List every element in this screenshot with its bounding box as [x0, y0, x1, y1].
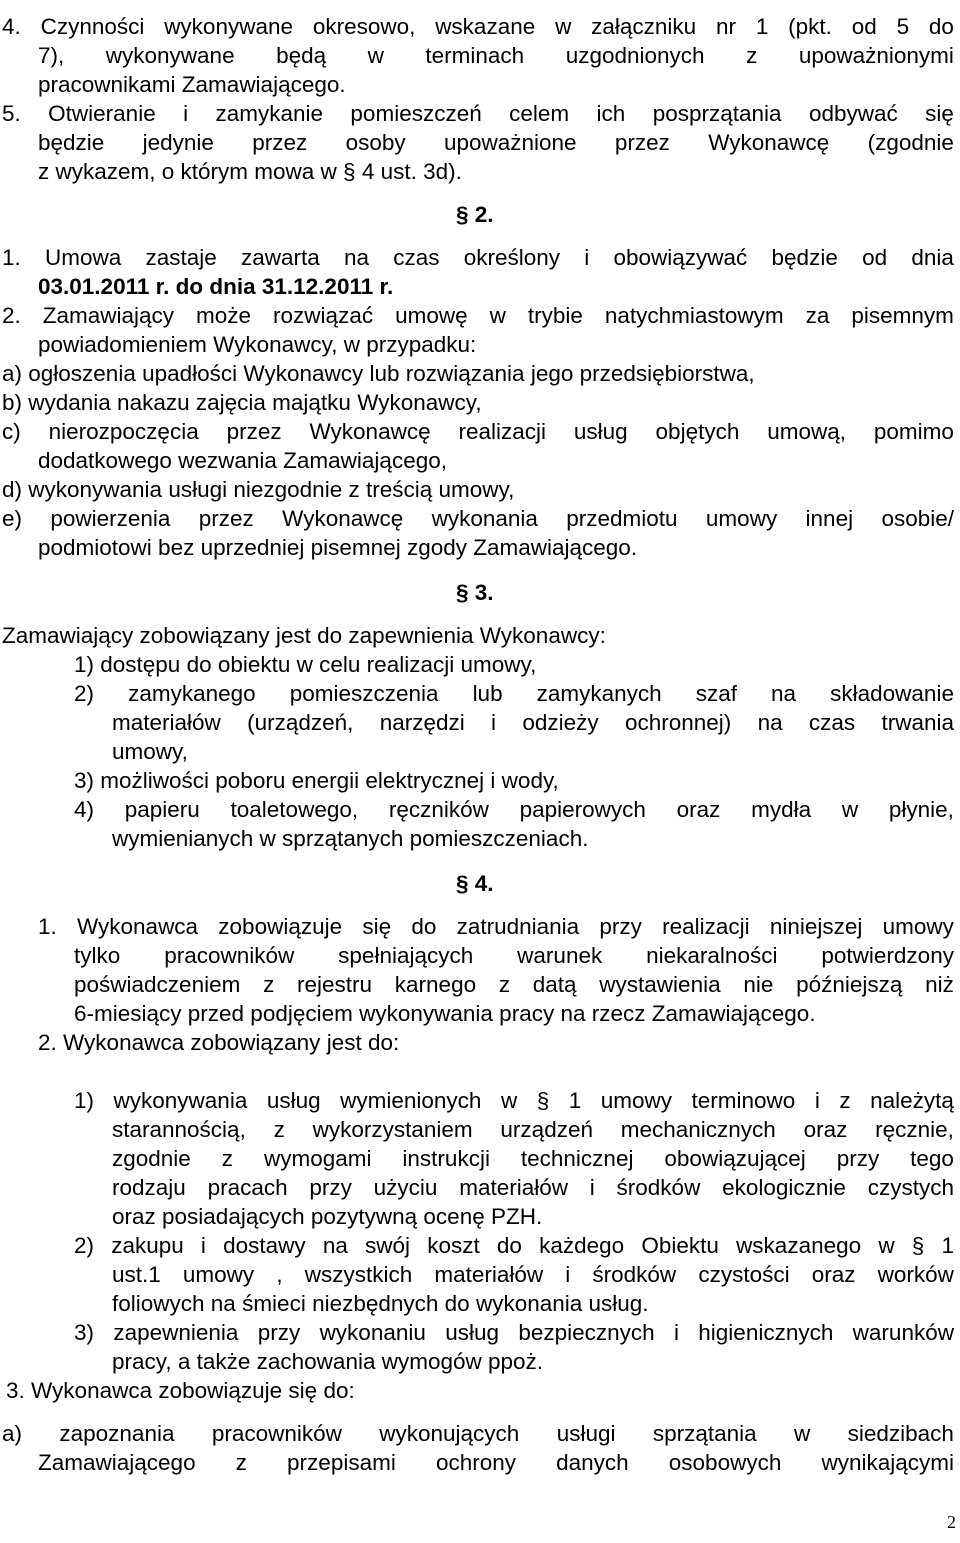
text-line: 3) możliwości poboru energii elektrycznej i wody, [74, 768, 559, 793]
text-line: 2) zamykanego pomieszczenia lub zamykanych szaf na składowanie [74, 681, 954, 706]
text-line: a) ogłoszenia upadłości Wykonawcy lub rozwiązania jego przedsiębiorstwa, [2, 361, 755, 386]
section-heading: § 4. [456, 871, 494, 896]
text-line: starannością, z wykorzystaniem urządzeń mechanicznych oraz ręcznie, [112, 1117, 954, 1142]
text-line: foliowych na śmieci niezbędnych do wykonania usług. [112, 1291, 649, 1316]
text-line: będzie jedynie przez osoby upoważnione przez Wykonawcę (zgodnie [38, 130, 954, 155]
text-line: 2) zakupu i dostawy na swój koszt do każdego Obiektu wskazanego w § 1 [74, 1233, 954, 1258]
text-line: z wykazem, o którym mowa w § 4 ust. 3d). [38, 159, 462, 184]
text-line: Zamawiający zobowiązany jest do zapewnienia Wykonawcy: [2, 623, 606, 648]
text-line: 2. Zamawiający może rozwiązać umowę w trybie natychmiastowym za pisemnym [2, 303, 954, 328]
text-line: 4) papieru toaletowego, ręczników papierowych oraz mydła w płynie, [74, 797, 954, 822]
text-line: materiałów (urządzeń, narzędzi i odzieży ochronnej) na czas trwania [112, 710, 954, 735]
text-line: c) nierozpoczęcia przez Wykonawcę realizacji usług objętych umową, pomimo [2, 419, 954, 444]
text-line: 5. Otwieranie i zamykanie pomieszczeń celem ich posprzątania odbywać się [2, 101, 954, 126]
text-line: a) zapoznania pracowników wykonujących usługi sprzątania w siedzibach [2, 1421, 954, 1446]
text-line: 1) wykonywania usług wymienionych w § 1 umowy terminowo i z należytą [74, 1088, 954, 1113]
text-line: d) wykonywania usługi niezgodnie z treścią umowy, [2, 477, 515, 502]
section-heading: § 2. [456, 202, 494, 227]
text-line: zgodnie z wymogami instrukcji technicznej obowiązującej przy tego [112, 1146, 954, 1171]
text-line: pracy, a także zachowania wymogów ppoż. [112, 1349, 544, 1374]
text-line: b) wydania nakazu zajęcia majątku Wykonawcy, [2, 390, 482, 415]
text-line: ust.1 umowy , wszystkich materiałów i środków czystości oraz worków [112, 1262, 954, 1287]
text-line: 1) dostępu do obiektu w celu realizacji umowy, [74, 652, 537, 677]
text-line: 3) zapewnienia przy wykonaniu usług bezpiecznych i higienicznych warunków [74, 1320, 954, 1345]
text-line: 6-miesiący przed podjęciem wykonywania pracy na rzecz Zamawiającego. [74, 1001, 816, 1026]
text-line: oraz posiadających pozytywną ocenę PZH. [112, 1204, 543, 1229]
text-line: 1. Wykonawca zobowiązuje się do zatrudniania przy realizacji niniejszej umowy [38, 914, 954, 939]
text-line: e) powierzenia przez Wykonawcę wykonania przedmiotu umowy innej osobie/ [2, 506, 954, 531]
page-number: 2 [947, 1512, 956, 1532]
text-line: wymienianych w sprzątanych pomieszczeniach. [112, 826, 589, 851]
text-line: dodatkowego wezwania Zamawiającego, [38, 448, 447, 473]
text-line: powiadomieniem Wykonawcy, w przypadku: [38, 332, 477, 357]
text-line: 4. Czynności wykonywane okresowo, wskazane w załączniku nr 1 (pkt. od 5 do [2, 14, 954, 39]
text-line: pracownikami Zamawiającego. [38, 72, 346, 97]
text-line: 2. Wykonawca zobowiązany jest do: [38, 1030, 400, 1055]
text-line: 03.01.2011 r. do dnia 31.12.2011 r. [38, 274, 394, 299]
text-line: umowy, [112, 739, 188, 764]
text-line: 3. Wykonawca zobowiązuje się do: [6, 1378, 355, 1403]
text-line: podmiotowi bez uprzedniej pisemnej zgody Zamawiającego. [38, 535, 638, 560]
text-line: tylko pracowników spełniających warunek niekaralności potwierdzony [74, 943, 954, 968]
text-line: Zamawiającego z przepisami ochrony danych osobowych wynikającymi [38, 1450, 954, 1475]
text-line: 7), wykonywane będą w terminach uzgodnionych z upoważnionymi [38, 43, 954, 68]
text-line: 1. Umowa zastaje zawarta na czas określony i obowiązywać będzie od dnia [2, 245, 954, 270]
text-line: rodzaju pracach przy użyciu materiałów i środków ekologicznie czystych [112, 1175, 954, 1200]
section-heading: § 3. [456, 580, 494, 605]
text-line: poświadczeniem z rejestru karnego z datą wystawienia nie późniejszą niż [74, 972, 954, 997]
